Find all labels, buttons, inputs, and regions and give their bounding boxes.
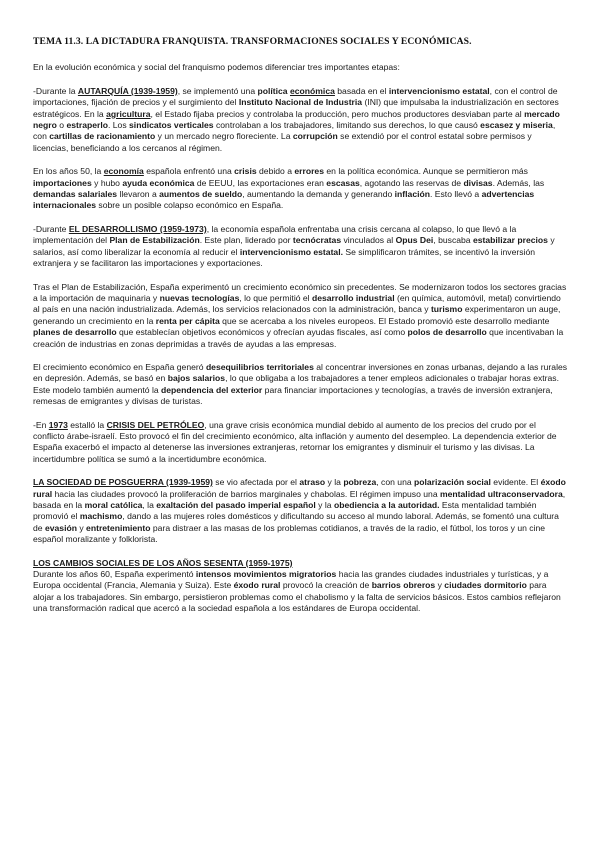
text-run: , dando a las mujeres roles domésticos y dificultando su acceso al mundo laboral. Además, se fomentó una cultura de: [33, 511, 559, 533]
bold-term: atraso: [299, 477, 326, 488]
text-run: , con: [33, 120, 556, 142]
bold-term: dependencia del exterior: [161, 384, 263, 395]
document-body: [33, 62, 569, 614]
text-run: hacia las ciudades provocó la proliferación de barrios marginales y chabolas. El régimen impuso una: [52, 488, 440, 499]
text-run: , la economía española enfrentaba una crisis cercana al colapso, lo que llevó a la implementación del: [33, 223, 517, 246]
bold-term: mercado negro: [33, 108, 560, 131]
bold-term: polos de desarrollo: [407, 327, 487, 338]
paragraph: [33, 477, 569, 545]
text-run: (en química, automóvil, metal) convirtiendo al país en una nación industrializada. Además, los servicios relacionados con la administración, banca y: [33, 292, 561, 315]
text-run: que incentivaban la creación de industrias en zonas deprimidas a través de ayudas a las empresas.: [33, 327, 564, 349]
bold-term: machismo: [79, 511, 123, 522]
document-page: [33, 36, 569, 627]
bold-term: planes de desarrollo: [33, 327, 117, 338]
bold-term: moral católica: [84, 500, 143, 510]
text-run: vinculados al: [341, 235, 396, 246]
text-run: -Durante: [33, 223, 69, 234]
bold-term: escasez y miseria: [480, 120, 553, 131]
text-run: , lo que obligaba a los trabajadores a tener empleos adicionales o trabajar horas extras. Este modelo también aumentó la: [33, 373, 559, 395]
text-run: o: [56, 120, 67, 131]
text-run: estalló la: [67, 419, 107, 430]
paragraph: [33, 62, 569, 73]
text-run: , buscaba: [433, 235, 473, 246]
underlined-term: AUTARQUÍA (1939-1959): [77, 85, 178, 96]
text-run: (INI) que impulsaba la industrialización en sectores estratégicos. En la: [33, 97, 559, 119]
bold-term: desarrollo industrial: [311, 292, 395, 303]
text-run: que se acercaba a los niveles europeos. El Estado promovió este desarrollo mediante: [219, 315, 550, 326]
text-run: se vio afectada por el: [212, 477, 300, 488]
underlined-term: CRISIS DEL PETRÓLEO: [106, 419, 205, 430]
bold-term: turismo: [430, 304, 463, 315]
text-run: se extendió por el control estatal sobre permisos y licencias, beneficiando a los cercanos al régimen.: [33, 131, 532, 153]
paragraph: [33, 166, 569, 212]
text-run: Durante los años 60, España experimentó: [33, 569, 196, 580]
bold-term: polarización social: [414, 477, 491, 488]
text-run: , agotando las reservas de: [359, 177, 464, 188]
underlined-term: LOS CAMBIOS SOCIALES DE LOS AÑOS SESENTA (1959-1975): [33, 557, 293, 568]
bold-term: éxodo rural: [33, 477, 566, 499]
text-run: -Durante la: [33, 85, 78, 96]
bold-term: pobreza: [343, 477, 377, 488]
text-run: , con el control de importaciones, fijación de precios y el surgimiento del: [33, 85, 558, 108]
text-run: , se implementó una: [177, 85, 258, 96]
text-run: para alojar a los trabajadores. Sin embargo, persistieron problemas como el chabolismo y la falta de servicios básicos. Estos cambios reflejaron una transformación radical que acercó a la sociedad española a los estándares de Europa occidental.: [33, 580, 561, 614]
text-run: , aumentando la demanda y generando: [242, 189, 395, 200]
bold-term: aumentos de sueldo: [159, 189, 243, 200]
document-title: TEMA 11.3. LA DICTADURA FRANQUISTA. TRANSFORMACIONES SOCIALES Y ECONÓMICAS.: [33, 36, 472, 47]
underlined-term: agricultura: [106, 108, 151, 119]
bold-term: estraperlo: [66, 120, 108, 131]
paragraph: [33, 224, 569, 270]
text-run: y: [76, 522, 87, 533]
bold-term: corrupción: [292, 131, 338, 142]
text-run: . Este plan, liderado por: [199, 235, 293, 246]
bold-term: Plan de Estabilización: [109, 235, 200, 246]
paragraph: [33, 362, 569, 408]
text-run: Se simplificaron trámites, se incentivó la inversión extranjera y se facilitaron las importaciones y exportaciones.: [33, 246, 536, 269]
bold-term: demandas salariales: [33, 189, 118, 200]
text-run: En la evolución económica y social del franquismo podemos diferenciar tres importantes etapas:: [33, 62, 400, 73]
paragraph: [33, 86, 569, 154]
text-run: para distraer a las masas de los problemas cotidianos, a través de la radio, el fútbol, los toros y un cine español moralizante y folklorista.: [33, 522, 546, 545]
text-run: al concentrar inversiones en zonas urbanas, dejando a las rurales en depresión. Además, se basó en: [33, 361, 568, 384]
text-run: El crecimiento económico en España generó: [33, 361, 206, 372]
underlined-term: EL DESARROLLISMO (1959-1973): [68, 223, 207, 234]
text-run: para financiar importaciones y tecnologías, a través de inversión extranjera, remesas de emigrantes y divisas de turistas.: [33, 384, 553, 407]
text-run: provocó la creación de: [280, 580, 372, 591]
text-run: , con una: [376, 477, 415, 488]
bold-term: barrios obreros: [371, 580, 436, 591]
underlined-term: LA SOCIEDAD DE POSGUERRA (1939-1959): [33, 477, 213, 488]
text-run: de EEUU, las exportaciones eran: [194, 177, 327, 188]
text-run: , el Estado fijaba precios y controlaba la producción, pero muchos productores desviaban parte al: [150, 108, 525, 119]
bold-term: mentalidad ultraconservadora: [440, 488, 563, 499]
text-run: experimentaron un auge, generando un crecimiento en la: [33, 304, 561, 326]
bold-term: política: [257, 85, 290, 96]
text-run: que establecían objetivos económicos y ofrecían ayudas fiscales, así como: [116, 327, 408, 338]
bold-term: obediencia a la autoridad.: [333, 500, 440, 510]
text-run: basada en el: [334, 85, 389, 96]
text-run: y hubo: [91, 177, 123, 188]
bold-term: desequilibrios territoriales: [205, 361, 314, 372]
text-run: y la: [325, 477, 344, 488]
bold-term: estabilizar precios: [472, 235, 548, 246]
text-run: y: [435, 580, 445, 591]
bold-term: escasas: [326, 177, 360, 188]
text-run: Esta mentalidad también promovió el: [33, 500, 537, 522]
text-run: , una grave crisis económica mundial debido al aumento de los precios del crudo por el conflicto árabe-israelí. Esto provocó el fin del crecimiento económico, alta inflación y aumento del desempleo. La dependencia exterior de España exacerbó el impacto al detenerse las inversiones extranjeras, retornar los emigrantes y disminuir el turismo y las divisas. La incertidumbre política se sumó a la incertidumbre económica.: [33, 419, 557, 464]
text-run: , lo que permitió el: [239, 292, 312, 303]
text-run: controlaban a los trabajadores, limitando sus derechos, lo que causó: [213, 120, 481, 131]
bold-term: tecnócratas: [292, 235, 342, 246]
bold-term: éxodo rural: [233, 580, 281, 591]
bold-term: ayuda económica: [122, 177, 195, 188]
text-run: , basada en la: [33, 488, 566, 510]
bold-term: ciudades dormitorio: [444, 580, 527, 591]
text-run: debido a: [256, 166, 295, 177]
text-run: hacia las grandes ciudades industriales y turísticas, y a Europa occidental (Francia, Alemania y Suiza). Este: [33, 569, 549, 591]
bold-term: intensos movimientos migratorios: [195, 569, 337, 580]
text-run: en la política económica. Aunque se permitieron más: [324, 166, 528, 177]
bold-term: renta per cápita: [155, 315, 220, 326]
text-run: sobre un posible colapso económico en España.: [96, 200, 284, 211]
bold-term: nuevas tecnologías: [159, 292, 240, 303]
text-run: y un mercado negro floreciente. La: [155, 131, 293, 142]
text-run: En los años 50, la: [33, 166, 104, 177]
paragraph: [33, 420, 569, 466]
text-run: Tras el Plan de Estabilización, España experimentó un crecimiento económico sin precedentes. Se modernizaron todos los sectores gracias a la importación de maquinaria y: [33, 281, 567, 303]
bold-term: Instituto Nacional de Industria: [238, 97, 363, 108]
bold-term: evasión: [44, 522, 77, 533]
bold-term: importaciones: [33, 177, 92, 188]
bold-term: divisas: [463, 177, 493, 188]
text-run: evidente. El: [490, 477, 541, 488]
text-run: y la: [315, 500, 334, 510]
text-run: . Los: [108, 120, 130, 131]
paragraph: [33, 558, 569, 615]
bold-term: errores: [294, 166, 324, 177]
bold-term: sindicatos verticales: [129, 120, 214, 131]
bold-term: entretenimiento: [86, 522, 151, 533]
text-run: y salarios, así como liberalizar la economía al reducir el: [33, 235, 555, 257]
text-run: española enfrentó una: [143, 166, 235, 177]
text-run: . Además, las: [492, 177, 545, 188]
bold-term: crisis: [234, 166, 257, 177]
bold-term: exaltación del pasado imperial español: [156, 500, 316, 510]
bold-term: inflación: [394, 189, 430, 200]
bold-term: intervencionismo estatal: [388, 85, 490, 96]
bold-term: Opus Dei: [395, 235, 434, 246]
text-run: . Esto llevó a: [430, 189, 482, 200]
bold-term: advertencias internacionales: [33, 189, 535, 211]
text-run: -En: [33, 419, 49, 430]
underlined-term: economía: [103, 166, 144, 177]
bold-term: intervencionismo estatal.: [239, 246, 343, 257]
bold-term: bajos salarios: [167, 373, 226, 384]
bold-term: cartillas de racionamiento: [49, 131, 156, 142]
text-run: llevaron a: [117, 189, 160, 200]
text-run: , la: [142, 500, 157, 510]
underlined-term: 1973: [48, 419, 68, 430]
underlined-term: económica: [289, 85, 335, 96]
paragraph: [33, 282, 569, 350]
